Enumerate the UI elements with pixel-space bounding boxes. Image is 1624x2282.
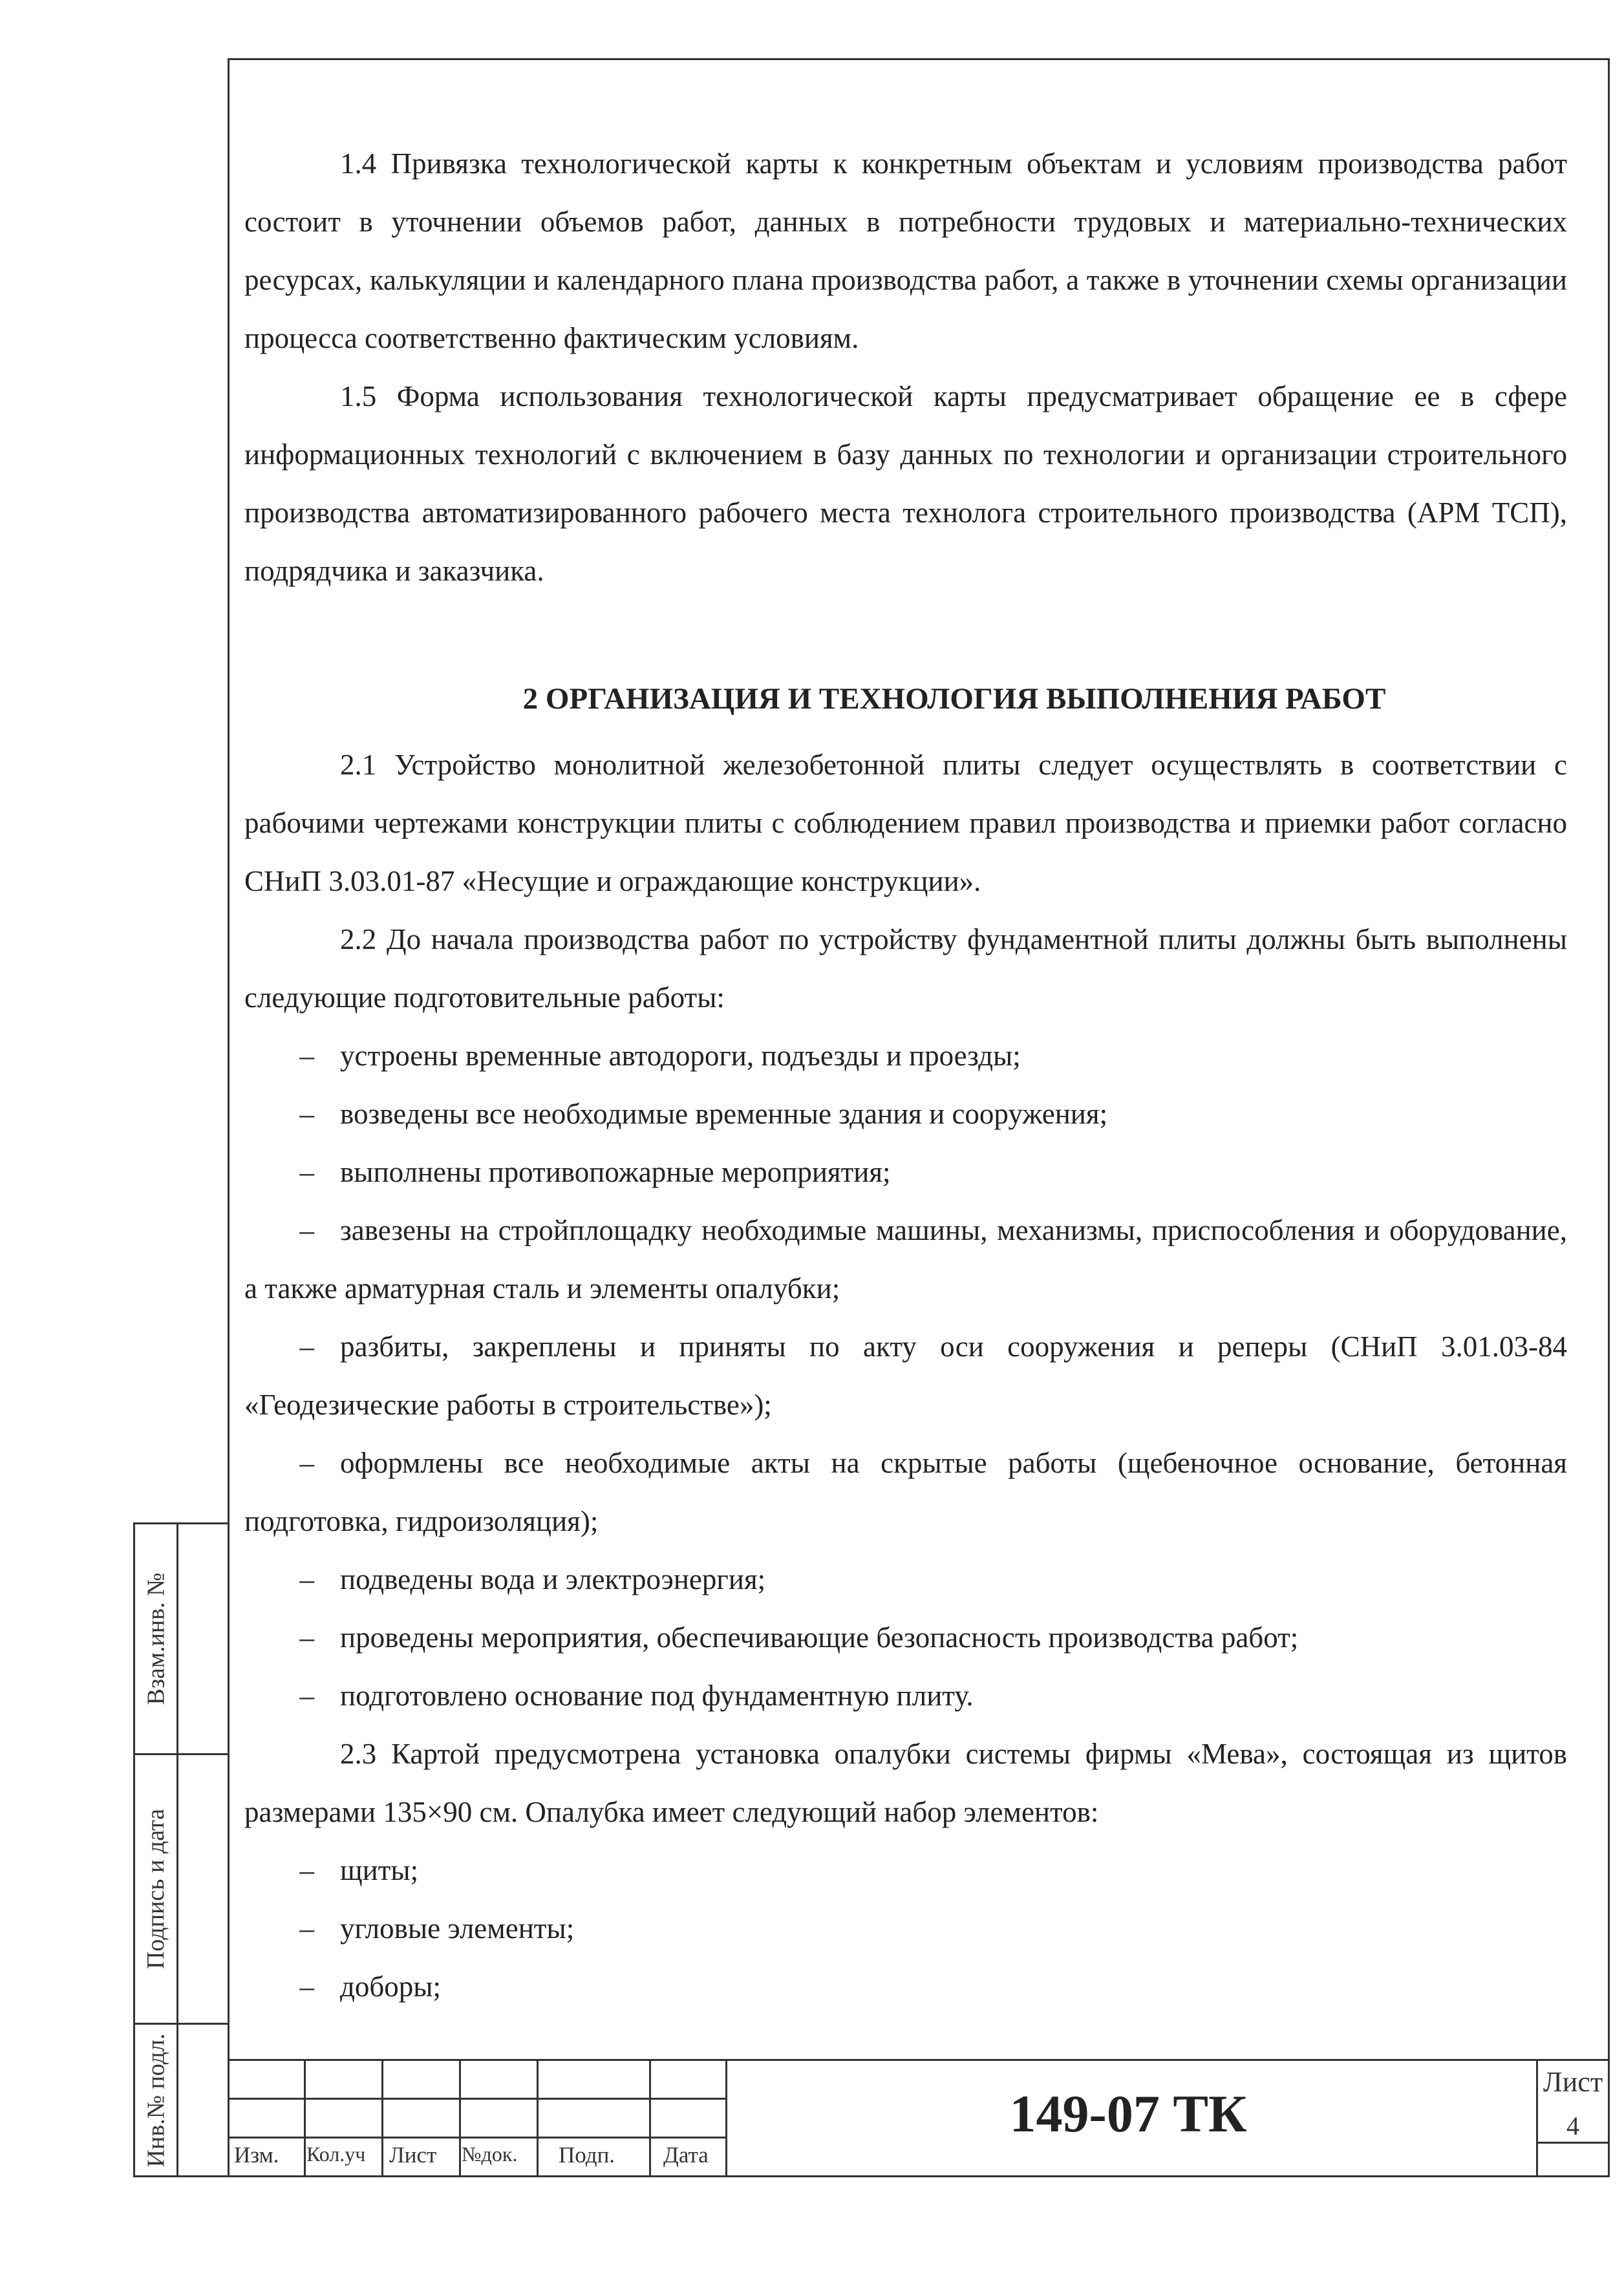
section-heading-2: 2 ОРГАНИЗАЦИЯ И ТЕХНОЛОГИЯ ВЫПОЛНЕНИЯ РАБОТ bbox=[522, 682, 1386, 716]
stamp-podpis-data-label: Подпись и дата bbox=[142, 1808, 170, 1970]
stamp-podpis-data bbox=[133, 1753, 228, 2025]
document-body bbox=[244, 134, 1567, 2016]
stamp-vzam-inv bbox=[133, 1522, 228, 1755]
paragraph-1-4: 1.4 Привязка технологической карты к конкретным объектам и условиям производства работ состоит в уточнении объемов работ, данных в потребности трудовых и материально-технических ресурсах, калькуляции и календарного плана производства работ, а также в уточнении схемы организации процесса соответственно фактическим условиям. bbox=[244, 147, 1567, 354]
sheet-label: Лист bbox=[1543, 2066, 1603, 2098]
list-item: – разбиты, закреплены и приняты по акту оси сооружения и реперы (СНиП 3.01.03-84 «Геодезические работы в строительстве»); bbox=[244, 1330, 1567, 1421]
list-item: – оформлены все необходимые акты на скрытые работы (щебеночное основание, бетонная подготовка, гидроизоляция); bbox=[244, 1447, 1567, 1537]
list-item: – устроены временные автодороги, подъезды и проезды; bbox=[299, 1040, 1021, 1072]
sheet-number: 4 bbox=[1566, 2111, 1579, 2140]
list-item: – подведены вода и электроэнергия; bbox=[299, 1563, 766, 1595]
paragraph-1-5: 1.5 Форма использования технологической карты предусматривает обращение ее в сфере информационных технологий с включением в базу данных по технологии и организации строительного производства автоматизированного рабочего места технолога строительного производства (АРМ ТСП), подрядчика и заказчика. bbox=[244, 380, 1567, 587]
tb-data: Дата bbox=[663, 2142, 709, 2168]
list-item: – подготовлено основание под фундаментную плиту. bbox=[299, 1680, 974, 1712]
list-item: – угловые элементы; bbox=[299, 1912, 575, 1945]
tb-list: Лист bbox=[389, 2142, 437, 2168]
paragraph-2-3: 2.3 Картой предусмотрена установка опалубки системы фирмы «Мева», состоящая из щитов размерами 135×90 см. Опалубка имеет следующий набор элементов: bbox=[244, 1738, 1567, 1828]
stamp-inv-podl-label: Инв.№ подл. bbox=[142, 2032, 170, 2168]
stamp-vzam-inv-label: Взам.инв. № bbox=[142, 1572, 170, 1705]
paragraph-2-1: 2.1 Устройство монолитной железобетонной плиты следует осуществлять в соответствии с рабочими чертежами конструкции плиты с соблюдением правил производства и приемки работ согласно СНиП 3.03.01-87 «Несущие и ограждающие конструкции». bbox=[244, 749, 1567, 897]
tb-kolvo-uch: Кол.уч bbox=[306, 2142, 366, 2166]
title-block bbox=[228, 2059, 1610, 2177]
tb-podp: Подп. bbox=[559, 2142, 615, 2168]
list-item: – проведены мероприятия, обеспечивающие безопасность производства работ; bbox=[299, 1621, 1299, 1654]
list-item: – выполнены противопожарные мероприятия; bbox=[299, 1156, 891, 1188]
document-code: 149-07 ТК bbox=[1009, 2084, 1247, 2143]
list-item: – доборы; bbox=[299, 1970, 442, 2003]
paragraph-2-2: 2.2 До начала производства работ по устройству фундаментной плиты должны быть выполнены следующие подготовительные работы: bbox=[244, 923, 1567, 1014]
stamp-inv-podl bbox=[133, 2023, 228, 2177]
tb-izm: Изм. bbox=[234, 2142, 279, 2168]
list-item: – завезены на стройплощадку необходимые машины, механизмы, приспособления и оборудование, а также арматурная сталь и элементы опалубки; bbox=[244, 1214, 1567, 1305]
tb-ndok: №док. bbox=[462, 2142, 518, 2166]
list-item: – щиты; bbox=[299, 1854, 419, 1886]
list-item: – возведены все необходимые временные здания и сооружения; bbox=[299, 1098, 1108, 1130]
